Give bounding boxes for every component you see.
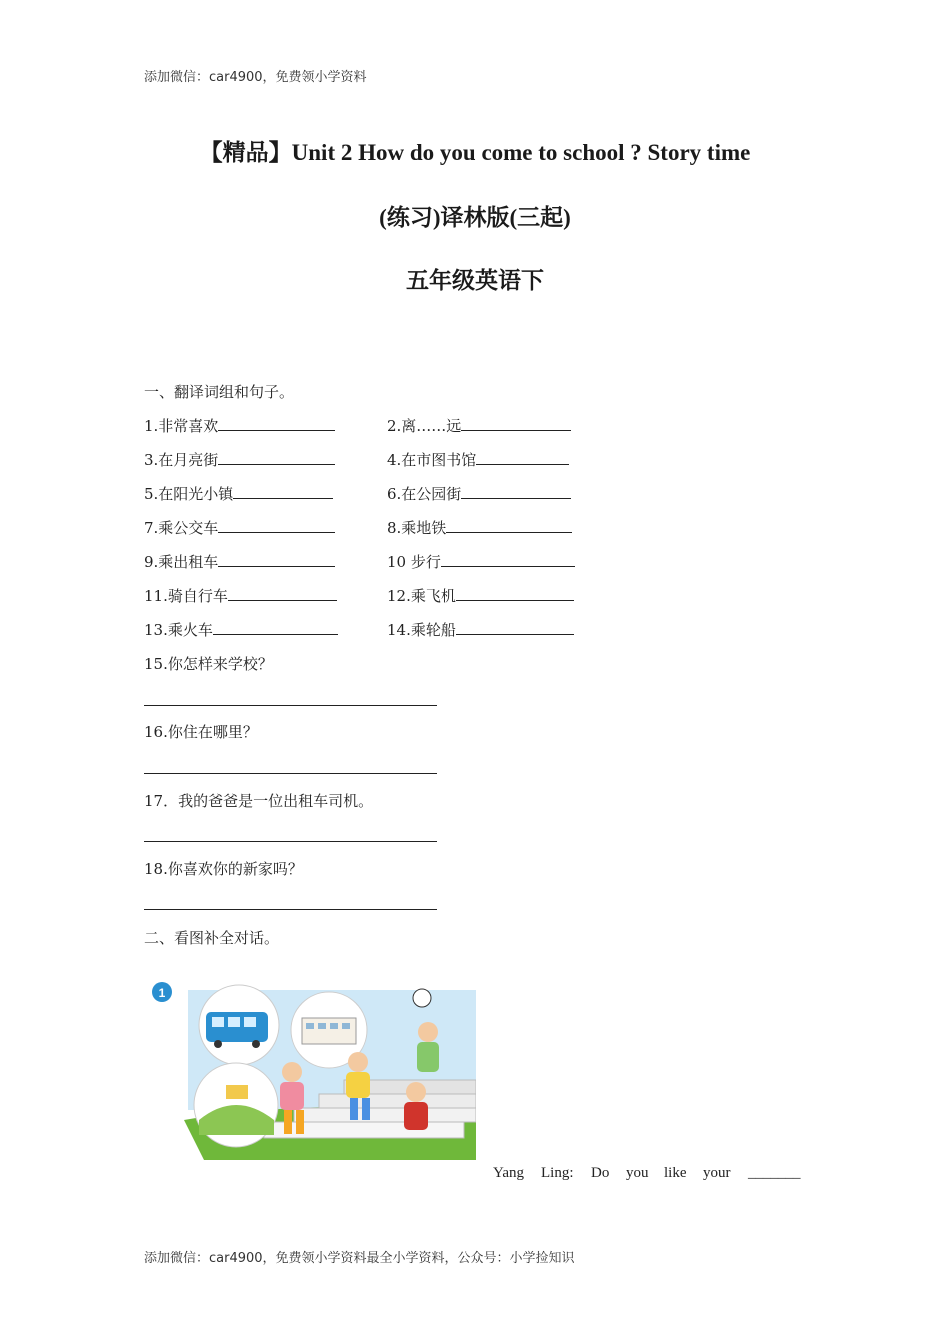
sentence-17: 17．我的爸爸是一位出租车司机。 xyxy=(144,792,374,810)
sentence-15: 15.你怎样来学校？ xyxy=(144,655,273,673)
sentence-16: 16.你住在哪里？ xyxy=(144,723,258,741)
vocab-item-2: 2.离……远 xyxy=(387,415,571,436)
dialog-word-you: you xyxy=(626,1165,649,1181)
vocab-item-10: 10 步行 xyxy=(387,551,575,572)
story-illustration xyxy=(144,970,476,1160)
answer-line-17[interactable] xyxy=(144,841,437,842)
sentence-18: 18.你喜欢你的新家吗？ xyxy=(144,860,303,878)
page-footer: 添加微信：car4900，免费领小学资料最全小学资料，公众号：小学捡知识 xyxy=(144,1251,575,1266)
vocab-item-4: 4.在市图书馆 xyxy=(387,449,569,470)
dialog-word-speaker: Yang xyxy=(493,1165,524,1181)
section-2-heading: 二、看图补全对话。 xyxy=(144,929,280,947)
picture-number-badge: 1 xyxy=(158,986,166,1000)
dialog-word-do: Do xyxy=(591,1165,610,1181)
section-1-heading: 一、翻译词组和句子。 xyxy=(144,383,295,401)
dialog-word-speaker-2: Ling: xyxy=(541,1165,574,1181)
vocab-item-5: 5.在阳光小镇 xyxy=(144,483,333,504)
title-line-2: (练习)译林版(三起) xyxy=(379,205,571,230)
vocab-item-1: 1.非常喜欢 xyxy=(144,415,335,436)
vocab-item-6: 6.在公园街 xyxy=(387,483,571,504)
answer-line-18[interactable] xyxy=(144,909,437,910)
answer-line-16[interactable] xyxy=(144,773,437,774)
dialog-word-your: your xyxy=(703,1165,731,1181)
title-line-1: 【精品】Unit 2 How do you come to school ? Story time xyxy=(199,140,751,165)
title-line-3: 五年级英语下 xyxy=(406,268,544,293)
vocab-item-8: 8.乘地铁 xyxy=(387,517,572,538)
vocab-item-14: 14.乘轮船 xyxy=(387,619,574,640)
answer-line-15[interactable] xyxy=(144,705,437,706)
vocab-item-9: 9.乘出租车 xyxy=(144,551,335,572)
page-header: 添加微信：car4900，免费领小学资料 xyxy=(144,70,367,85)
dialog-word-like: like xyxy=(664,1165,687,1181)
vocab-item-11: 11.骑自行车 xyxy=(144,585,337,606)
vocab-item-13: 13.乘火车 xyxy=(144,619,338,640)
vocab-item-7: 7.乘公交车 xyxy=(144,517,335,538)
dialog-answer-blank[interactable]: _______ xyxy=(748,1165,801,1181)
vocab-item-12: 12.乘飞机 xyxy=(387,585,574,606)
vocab-item-3: 3.在月亮街 xyxy=(144,449,335,470)
